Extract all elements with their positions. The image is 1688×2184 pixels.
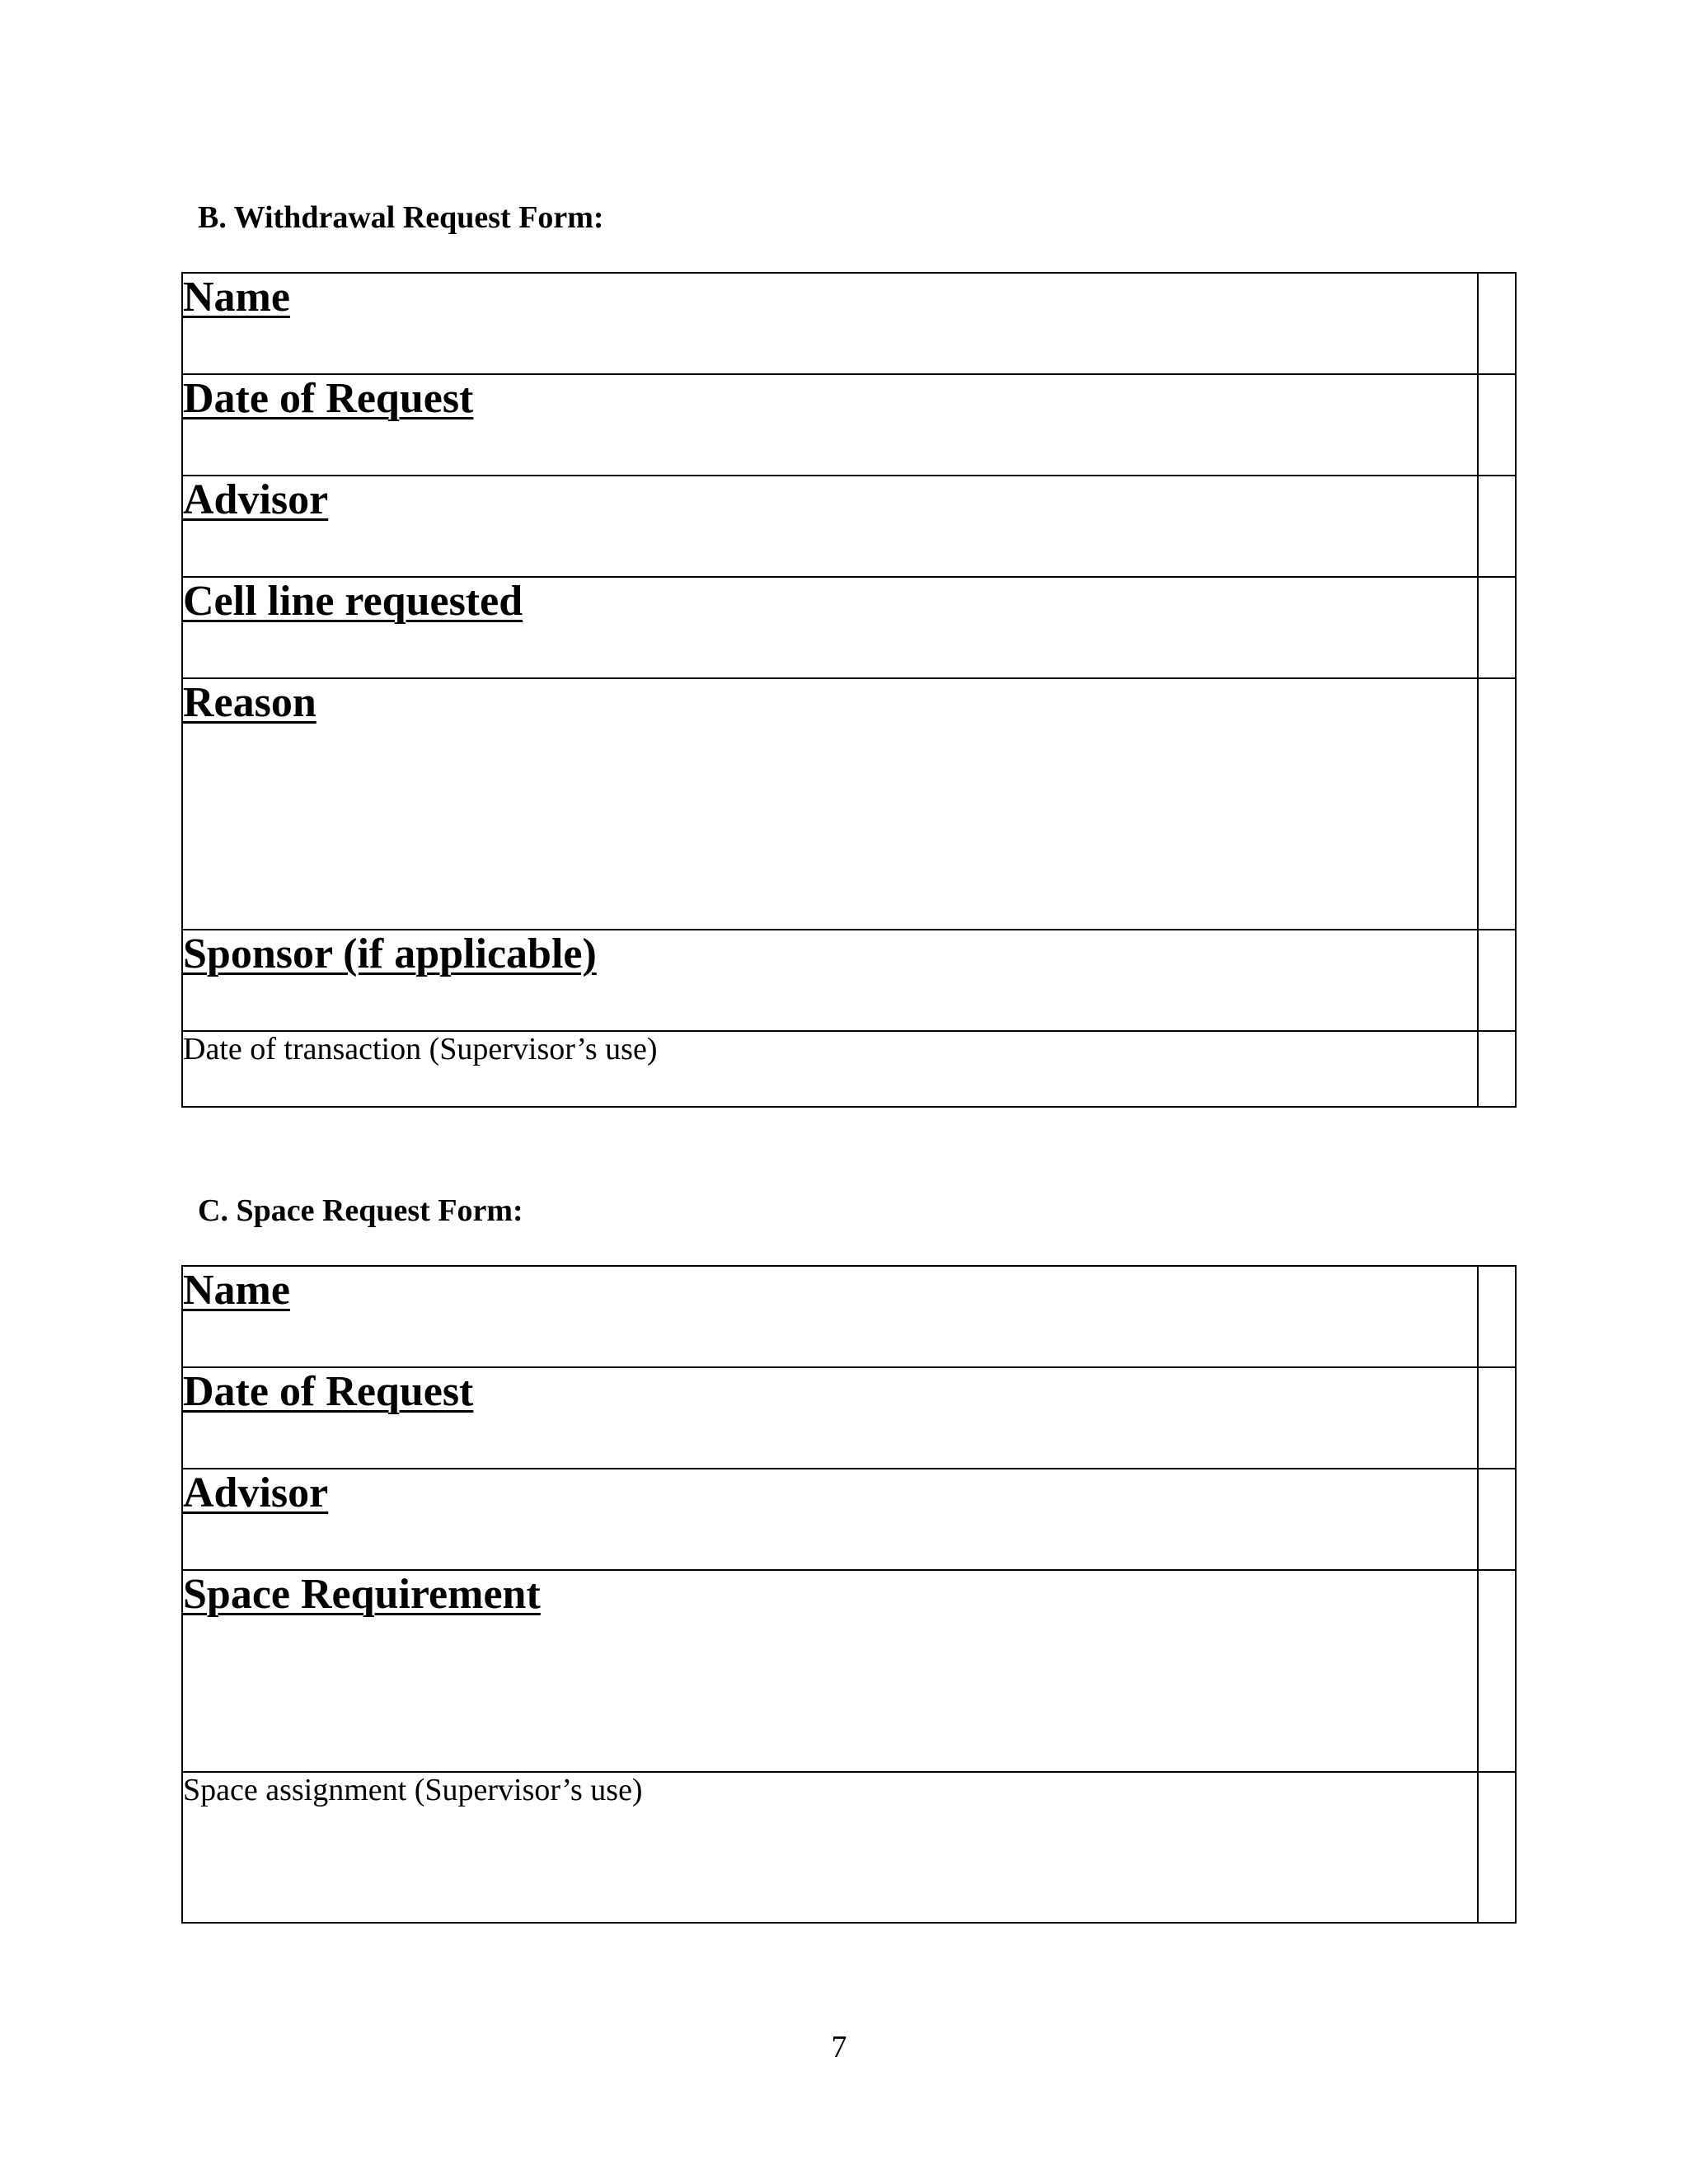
field-label: Date of Request — [183, 1368, 474, 1415]
field-label: Name — [183, 1267, 290, 1314]
table-row — [182, 374, 1516, 476]
field-label: Date of Request — [183, 375, 474, 422]
field-label: Name — [183, 274, 290, 321]
side-cell — [1478, 1031, 1516, 1107]
table-row — [182, 1031, 1516, 1107]
table-row — [182, 678, 1516, 930]
field-label: Date of transaction (Supervisor’s use) — [183, 1032, 658, 1066]
cell-line-field[interactable] — [182, 577, 1478, 678]
side-cell — [1478, 476, 1516, 577]
field-label: Advisor — [183, 476, 329, 523]
field-label: Advisor — [183, 1469, 329, 1516]
side-cell — [1478, 1367, 1516, 1469]
table-row — [182, 476, 1516, 577]
withdrawal-request-table — [181, 272, 1517, 1108]
name-field[interactable] — [182, 273, 1478, 374]
table-row — [182, 1570, 1516, 1772]
transaction-date-field[interactable] — [182, 1031, 1478, 1107]
table-row — [182, 1772, 1516, 1923]
side-cell — [1478, 1570, 1516, 1772]
reason-field[interactable] — [182, 678, 1478, 930]
table-row — [182, 273, 1516, 374]
date-of-request-field[interactable] — [182, 374, 1478, 476]
field-label: Cell line requested — [183, 578, 523, 625]
side-cell — [1478, 577, 1516, 678]
space-request-table — [181, 1265, 1517, 1924]
table-row — [182, 1266, 1516, 1367]
field-label: Sponsor (if applicable) — [183, 930, 597, 977]
withdrawal-form-title: B. Withdrawal Request Form: — [198, 200, 604, 235]
side-cell — [1478, 1469, 1516, 1570]
field-label: Space assignment (Supervisor’s use) — [183, 1773, 643, 1807]
side-cell — [1478, 678, 1516, 930]
date-of-request-field[interactable] — [182, 1367, 1478, 1469]
space-form-title: C. Space Request Form: — [198, 1193, 523, 1228]
table-row — [182, 930, 1516, 1031]
field-label: Space Requirement — [183, 1571, 541, 1618]
side-cell — [1478, 930, 1516, 1031]
side-cell — [1478, 1266, 1516, 1367]
side-cell — [1478, 1772, 1516, 1923]
table-row — [182, 577, 1516, 678]
side-cell — [1478, 374, 1516, 476]
table-row — [182, 1469, 1516, 1570]
name-field[interactable] — [182, 1266, 1478, 1367]
table-row — [182, 1367, 1516, 1469]
advisor-field[interactable] — [182, 476, 1478, 577]
advisor-field[interactable] — [182, 1469, 1478, 1570]
sponsor-field[interactable] — [182, 930, 1478, 1031]
space-requirement-field[interactable] — [182, 1570, 1478, 1772]
field-label: Reason — [183, 679, 316, 726]
page-number: 7 — [831, 2030, 847, 2064]
space-assignment-field[interactable] — [182, 1772, 1478, 1923]
side-cell — [1478, 273, 1516, 374]
